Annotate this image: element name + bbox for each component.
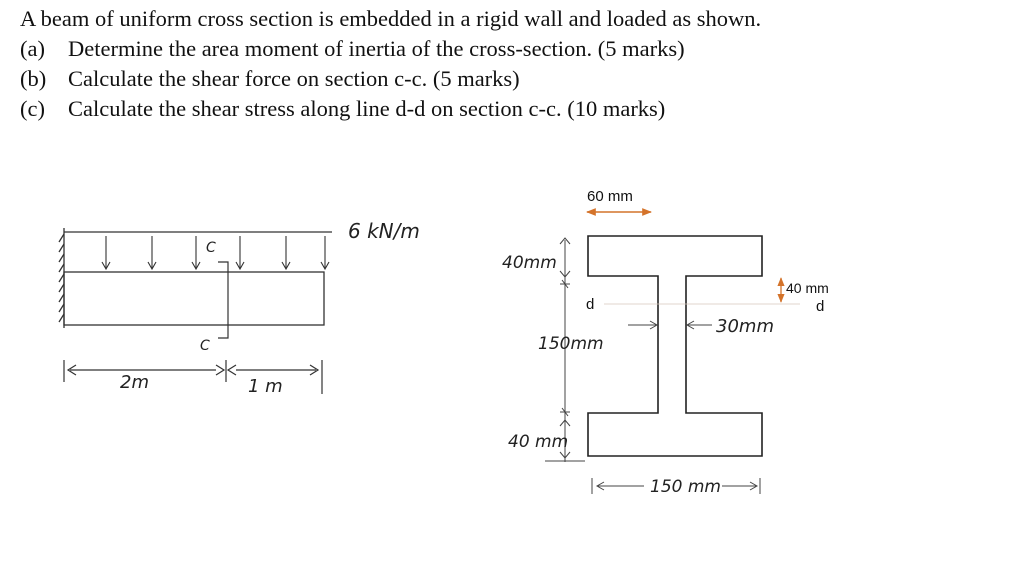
part-c-label: (c) [20, 96, 45, 121]
i-section-outline [588, 236, 762, 456]
span-left-label: 2m [120, 372, 149, 393]
load-label: 6 kN/m [348, 219, 420, 243]
web-thickness-label: 30mm [716, 316, 774, 337]
web-height-label: 150mm [538, 334, 604, 354]
part-a-label: (a) [20, 36, 45, 61]
span-right-label: 1 m [248, 376, 283, 397]
bottom-flange-thickness-label: 40 mm [508, 432, 569, 452]
section-mark-bottom: C [200, 338, 210, 354]
part-c-text: Calculate the shear stress along line d-d on section c-c. (10 marks) [68, 96, 666, 121]
top-width-label: 60 mm [587, 188, 633, 205]
d-label-left: d [586, 296, 595, 313]
beam-body [64, 272, 324, 325]
beam-diagram [59, 219, 420, 397]
span-dimension [64, 360, 322, 394]
question-intro: A beam of uniform cross section is embedded in a rigid wall and loaded as shown. [20, 6, 762, 31]
section-cut-line [218, 262, 228, 338]
rigid-wall [59, 228, 64, 328]
cross-section [502, 188, 829, 497]
part-b-text: Calculate the shear force on section c-c. (5 marks) [68, 66, 520, 91]
d-label-right: d [816, 298, 825, 315]
part-b-label: (b) [20, 66, 47, 91]
web-thickness-dim [628, 321, 712, 329]
bottom-width-label: 150 mm [650, 477, 721, 497]
part-a-text: Determine the area moment of inertia of the cross-section. (5 marks) [68, 36, 685, 61]
right-dim-label: 40 mm [786, 280, 829, 296]
section-mark-top: C [206, 240, 216, 256]
top-flange-thickness-label: 40mm [502, 253, 557, 273]
